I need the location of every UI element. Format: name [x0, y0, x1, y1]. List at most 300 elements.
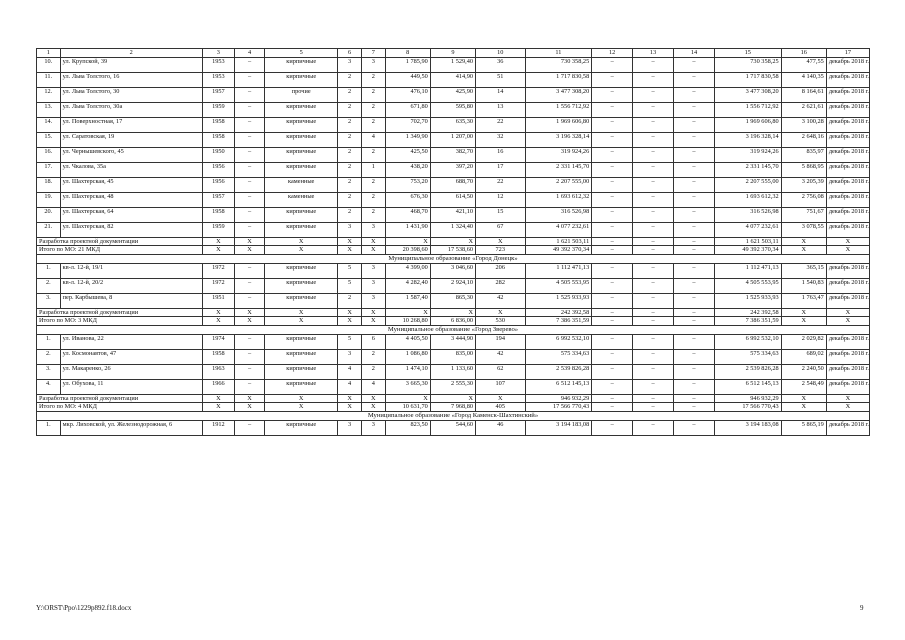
table-cell: 2 — [361, 349, 385, 364]
table-cell: 476,10 — [385, 87, 430, 102]
table-cell: 22 — [476, 177, 526, 192]
table-cell: – — [674, 263, 715, 278]
table-cell: 1 207,00 — [430, 132, 475, 147]
table-cell: 42 — [476, 349, 526, 364]
table-cell: 2 — [338, 293, 362, 308]
table-cell: 1 525 933,93 — [525, 293, 592, 308]
table-cell: 6 992 532,10 — [525, 334, 592, 349]
table-cell: 477,55 — [781, 57, 826, 72]
table-cell: – — [674, 132, 715, 147]
table-cell: – — [674, 308, 715, 317]
table-cell: 18. — [37, 177, 61, 192]
table-cell: – — [592, 420, 633, 435]
table-cell: 206 — [476, 263, 526, 278]
table-cell: X — [361, 403, 385, 412]
column-number-cell: 17 — [826, 49, 869, 58]
table-cell: 3 — [361, 263, 385, 278]
table-cell: – — [633, 132, 674, 147]
table-cell: – — [674, 293, 715, 308]
table-cell: 4 405,50 — [385, 334, 430, 349]
table-cell: ул. Шахтерская, 82 — [60, 222, 202, 237]
table-cell: – — [592, 237, 633, 246]
municipality-title: Муниципальное образование «Город Каменск-Шахтинский» — [37, 411, 870, 420]
table-cell: декабрь 2018 г. — [826, 364, 869, 379]
table-cell: 1 349,90 — [385, 132, 430, 147]
table-cell: 614,50 — [430, 192, 475, 207]
building-row — [37, 364, 870, 379]
table-cell: 3 — [361, 278, 385, 293]
table-cell: 4 — [338, 364, 362, 379]
table-cell: прочие — [265, 87, 338, 102]
table-cell: кирпичные — [265, 207, 338, 222]
table-cell: 2 555,30 — [430, 379, 475, 394]
table-cell: 2 331 145,70 — [714, 162, 781, 177]
table-cell: декабрь 2018 г. — [826, 117, 869, 132]
column-number-cell: 1 — [37, 49, 61, 58]
table-cell: 946 932,29 — [525, 394, 592, 403]
table-cell: 2 539 826,28 — [525, 364, 592, 379]
table-cell: – — [633, 394, 674, 403]
table-cell: ул. Обухова, 11 — [60, 379, 202, 394]
table-cell: ул. Льва Толстого, 16 — [60, 72, 202, 87]
table-cell: X — [202, 394, 234, 403]
table-cell: 1 540,83 — [781, 278, 826, 293]
table-cell: 3 196 328,14 — [714, 132, 781, 147]
table-cell: – — [633, 207, 674, 222]
building-row — [37, 207, 870, 222]
table-cell: ул. Льва Толстого, 30а — [60, 102, 202, 117]
table-cell: – — [633, 177, 674, 192]
table-cell: декабрь 2018 г. — [826, 147, 869, 162]
column-number-cell: 12 — [592, 49, 633, 58]
table-cell: 7 968,80 — [430, 403, 475, 412]
table-cell: 1958 — [202, 117, 234, 132]
table-cell: 4 — [361, 132, 385, 147]
summary-row — [37, 403, 870, 412]
table-cell: 2 621,61 — [781, 102, 826, 117]
building-row — [37, 420, 870, 435]
table-cell: 4 505 553,95 — [714, 278, 781, 293]
table-cell: 1963 — [202, 364, 234, 379]
table-cell: – — [674, 87, 715, 102]
table-cell: 1 969 606,80 — [714, 117, 781, 132]
column-number-cell: 3 — [202, 49, 234, 58]
table-cell: декабрь 2018 г. — [826, 57, 869, 72]
building-row — [37, 278, 870, 293]
table-cell: 49 392 370,34 — [714, 246, 781, 255]
table-cell: 730 358,25 — [714, 57, 781, 72]
column-number-cell: 9 — [430, 49, 475, 58]
building-row — [37, 72, 870, 87]
table-cell: X — [781, 237, 826, 246]
table-cell: 1 112 471,13 — [525, 263, 592, 278]
table-cell: – — [674, 162, 715, 177]
table-cell: 3 194 183,08 — [714, 420, 781, 435]
table-cell: 2 — [338, 117, 362, 132]
table-cell: ул. Крупской, 39 — [60, 57, 202, 72]
table-cell: 6 992 532,10 — [714, 334, 781, 349]
table-cell: ул. Космонавтов, 47 — [60, 349, 202, 364]
table-cell: 1 621 503,11 — [714, 237, 781, 246]
table-cell: 5 — [338, 263, 362, 278]
table-cell: 17 538,60 — [430, 246, 475, 255]
table-cell: – — [674, 117, 715, 132]
table-cell: 3. — [37, 293, 61, 308]
building-row — [37, 117, 870, 132]
table-cell: 6 512 145,13 — [714, 379, 781, 394]
table-cell: – — [633, 222, 674, 237]
table-cell: 15. — [37, 132, 61, 147]
table-cell: 49 392 370,34 — [525, 246, 592, 255]
table-cell: декабрь 2018 г. — [826, 263, 869, 278]
table-cell: 2 240,50 — [781, 364, 826, 379]
table-cell: 468,70 — [385, 207, 430, 222]
table-cell: – — [235, 72, 265, 87]
table-cell: 10 631,70 — [385, 403, 430, 412]
table-cell: 4 282,40 — [385, 278, 430, 293]
table-cell: – — [633, 278, 674, 293]
table-cell: 1 969 606,80 — [525, 117, 592, 132]
table-cell: 2 — [338, 162, 362, 177]
table-cell: 1 556 712,92 — [525, 102, 592, 117]
table-cell: 51 — [476, 72, 526, 87]
table-cell: – — [592, 72, 633, 87]
table-cell: – — [592, 57, 633, 72]
table-cell: X — [361, 394, 385, 403]
table-cell: 3 — [361, 293, 385, 308]
table-cell: X — [202, 317, 234, 326]
table-cell: 3 — [338, 222, 362, 237]
table-cell: кирпичные — [265, 420, 338, 435]
column-number-cell: 15 — [714, 49, 781, 58]
table-cell: 1966 — [202, 379, 234, 394]
table-cell: 20. — [37, 207, 61, 222]
table-cell: 1 556 712,92 — [714, 102, 781, 117]
table-cell: кирпичные — [265, 379, 338, 394]
table-cell: 3 — [338, 57, 362, 72]
table-cell: – — [633, 117, 674, 132]
table-cell: каменные — [265, 177, 338, 192]
table-cell: 1 086,80 — [385, 349, 430, 364]
table-cell: каменные — [265, 192, 338, 207]
table-cell: 1 717 830,58 — [525, 72, 592, 87]
table-cell: декабрь 2018 г. — [826, 87, 869, 102]
table-cell: 32 — [476, 132, 526, 147]
table-cell: – — [674, 403, 715, 412]
building-row — [37, 379, 870, 394]
table-cell: 1 621 503,11 — [525, 237, 592, 246]
table-cell: 3 078,55 — [781, 222, 826, 237]
table-cell: декабрь 2018 г. — [826, 192, 869, 207]
table-cell: 2 — [338, 87, 362, 102]
table-cell: 2 — [361, 207, 385, 222]
table-cell: – — [674, 394, 715, 403]
table-cell: декабрь 2018 г. — [826, 293, 869, 308]
table-cell: кирпичные — [265, 72, 338, 87]
table-cell: 2. — [37, 349, 61, 364]
table-cell: 1956 — [202, 162, 234, 177]
table-cell: 1951 — [202, 293, 234, 308]
table-cell: – — [674, 317, 715, 326]
table-cell: ул. Чернышевского, 45 — [60, 147, 202, 162]
table-cell: 544,60 — [430, 420, 475, 435]
table-cell: X — [338, 237, 362, 246]
table-cell: 3 — [361, 222, 385, 237]
table-cell: – — [235, 420, 265, 435]
table-cell: – — [592, 222, 633, 237]
table-cell: 1 525 933,93 — [714, 293, 781, 308]
table-cell: 671,80 — [385, 102, 430, 117]
table-cell: 1 693 612,32 — [525, 192, 592, 207]
summary-row — [37, 237, 870, 246]
building-row — [37, 192, 870, 207]
table-cell: кирпичные — [265, 263, 338, 278]
table-cell: 242 392,58 — [714, 308, 781, 317]
table-cell: декабрь 2018 г. — [826, 132, 869, 147]
municipality-header-row — [37, 254, 870, 263]
table-cell: ул. Шахтерская, 48 — [60, 192, 202, 207]
table-cell: 2 — [361, 117, 385, 132]
table-cell: – — [633, 72, 674, 87]
column-number-cell: 11 — [525, 49, 592, 58]
table-cell: 382,70 — [430, 147, 475, 162]
table-cell: X — [235, 237, 265, 246]
table-cell: 414,90 — [430, 72, 475, 87]
table-cell: 1972 — [202, 263, 234, 278]
table-cell: 2 548,49 — [781, 379, 826, 394]
table-cell: X — [235, 246, 265, 255]
table-cell: X — [826, 237, 869, 246]
table-cell: кирпичные — [265, 334, 338, 349]
table-cell: 3 — [338, 420, 362, 435]
table-cell: 2 — [361, 72, 385, 87]
table-cell: – — [592, 246, 633, 255]
table-cell: 46 — [476, 420, 526, 435]
table-cell: – — [633, 192, 674, 207]
table-cell: 751,67 — [781, 207, 826, 222]
table-cell: – — [674, 57, 715, 72]
table-cell: 19. — [37, 192, 61, 207]
summary-label: Разработка проектной документации — [37, 237, 203, 246]
column-number-cell: 16 — [781, 49, 826, 58]
table-cell: X — [781, 246, 826, 255]
table-cell: 2 648,16 — [781, 132, 826, 147]
table-cell: 22 — [476, 117, 526, 132]
table-cell: кирпичные — [265, 57, 338, 72]
table-cell: кирпичные — [265, 102, 338, 117]
table-cell: 702,70 — [385, 117, 430, 132]
table-cell: X — [781, 394, 826, 403]
table-cell: – — [235, 364, 265, 379]
table-cell: 365,15 — [781, 263, 826, 278]
column-number-cell: 14 — [674, 49, 715, 58]
table-cell: 2 207 555,00 — [714, 177, 781, 192]
municipality-title: Муниципальное образование «Город Зверево» — [37, 325, 870, 334]
table-cell: – — [633, 102, 674, 117]
column-number-cell: 2 — [60, 49, 202, 58]
table-cell: X — [826, 317, 869, 326]
table-cell: декабрь 2018 г. — [826, 162, 869, 177]
table-cell: 242 392,58 — [525, 308, 592, 317]
summary-label: Разработка проектной документации — [37, 394, 203, 403]
table-cell: – — [592, 403, 633, 412]
table-cell: 3 477 308,20 — [525, 87, 592, 102]
table-cell: 1 763,47 — [781, 293, 826, 308]
table-cell: 1959 — [202, 102, 234, 117]
table-cell: – — [674, 237, 715, 246]
table-cell: 4 077 232,61 — [714, 222, 781, 237]
table-cell: – — [674, 192, 715, 207]
table-cell: 3 100,28 — [781, 117, 826, 132]
table-cell: кирпичные — [265, 349, 338, 364]
table-cell: кв-л. 12-й, 20/2 — [60, 278, 202, 293]
table-cell: кирпичные — [265, 222, 338, 237]
table-cell: – — [235, 132, 265, 147]
table-cell: 575 334,63 — [714, 349, 781, 364]
table-cell: декабрь 2018 г. — [826, 420, 869, 435]
table-cell: 425,50 — [385, 147, 430, 162]
table-cell: 689,02 — [781, 349, 826, 364]
table-cell: 1 133,60 — [430, 364, 475, 379]
table-cell: 835,00 — [430, 349, 475, 364]
table-cell: 1 112 471,13 — [714, 263, 781, 278]
table-cell: кирпичные — [265, 147, 338, 162]
table-cell: – — [235, 349, 265, 364]
table-cell: 1 785,90 — [385, 57, 430, 72]
table-cell: 4. — [37, 379, 61, 394]
table-cell: – — [235, 334, 265, 349]
page-number: 9 — [860, 604, 864, 612]
table-cell: X — [361, 237, 385, 246]
table-cell: 2 756,08 — [781, 192, 826, 207]
building-row — [37, 57, 870, 72]
table-cell: – — [633, 57, 674, 72]
table-cell: – — [592, 293, 633, 308]
municipality-header-row — [37, 411, 870, 420]
table-cell: 1 587,40 — [385, 293, 430, 308]
table-cell: 67 — [476, 222, 526, 237]
table-cell: – — [592, 147, 633, 162]
table-cell: 723 — [476, 246, 526, 255]
table-cell: 823,50 — [385, 420, 430, 435]
summary-label: Разработка проектной документации — [37, 308, 203, 317]
table-cell: – — [633, 237, 674, 246]
column-number-cell: 6 — [338, 49, 362, 58]
table-cell: 1912 — [202, 420, 234, 435]
table-cell: 17 566 770,43 — [714, 403, 781, 412]
table-cell: 676,30 — [385, 192, 430, 207]
table-cell: – — [674, 147, 715, 162]
table-cell: – — [633, 87, 674, 102]
table-cell: 1974 — [202, 334, 234, 349]
building-row — [37, 334, 870, 349]
table-cell: 3 194 183,08 — [525, 420, 592, 435]
table-cell: 595,80 — [430, 102, 475, 117]
table-cell: декабрь 2018 г. — [826, 349, 869, 364]
building-row — [37, 132, 870, 147]
table-cell: X — [265, 394, 338, 403]
table-cell: декабрь 2018 г. — [826, 207, 869, 222]
table-cell: кирпичные — [265, 293, 338, 308]
table-cell: 6 — [361, 334, 385, 349]
table-cell: 4 — [338, 379, 362, 394]
table-cell: 11. — [37, 72, 61, 87]
table-cell: 3 — [361, 420, 385, 435]
table-cell: – — [592, 317, 633, 326]
table-cell: X — [235, 317, 265, 326]
table-cell: 4 077 232,61 — [525, 222, 592, 237]
table-cell: 16 — [476, 147, 526, 162]
table-cell: – — [592, 349, 633, 364]
table-cell: – — [674, 207, 715, 222]
table-cell: декабрь 2018 г. — [826, 222, 869, 237]
table-cell: кирпичные — [265, 364, 338, 379]
table-cell: 2 — [338, 192, 362, 207]
municipality-title: Муниципальное образование «Город Донецк» — [37, 254, 870, 263]
table-cell: X — [338, 308, 362, 317]
table-cell: 575 334,63 — [525, 349, 592, 364]
table-cell: 1957 — [202, 192, 234, 207]
table-cell: ул. Чкалова, 35а — [60, 162, 202, 177]
table-cell: 2 — [361, 147, 385, 162]
table-cell: – — [235, 162, 265, 177]
column-number-row — [37, 49, 870, 58]
table-cell: X — [430, 237, 475, 246]
table-cell: декабрь 2018 г. — [826, 334, 869, 349]
table-cell: 16. — [37, 147, 61, 162]
table-cell: 3 — [338, 349, 362, 364]
table-cell: 36 — [476, 57, 526, 72]
table-cell: – — [235, 192, 265, 207]
table-cell: 194 — [476, 334, 526, 349]
table-cell: – — [592, 162, 633, 177]
table-cell: X — [826, 246, 869, 255]
table-cell: ул. Льва Толстого, 30 — [60, 87, 202, 102]
building-row — [37, 162, 870, 177]
summary-row — [37, 317, 870, 326]
table-cell: – — [235, 102, 265, 117]
table-cell: декабрь 2018 г. — [826, 72, 869, 87]
table-cell: – — [674, 379, 715, 394]
table-cell: X — [430, 394, 475, 403]
column-number-cell: 5 — [265, 49, 338, 58]
building-row — [37, 222, 870, 237]
table-cell: 1958 — [202, 349, 234, 364]
table-cell: X — [385, 308, 430, 317]
table-cell: X — [476, 394, 526, 403]
capital-repair-table — [36, 48, 870, 436]
table-cell: – — [633, 308, 674, 317]
table-cell: 1972 — [202, 278, 234, 293]
table-cell: – — [674, 177, 715, 192]
table-cell: 2 — [338, 72, 362, 87]
table-cell: X — [202, 246, 234, 255]
table-cell: X — [476, 237, 526, 246]
table-cell: – — [633, 420, 674, 435]
table-cell: – — [674, 102, 715, 117]
table-cell: 1 693 612,32 — [714, 192, 781, 207]
summary-row — [37, 394, 870, 403]
table-cell: 3 — [361, 57, 385, 72]
table-cell: 2 — [361, 102, 385, 117]
table-cell: 2 — [338, 132, 362, 147]
building-row — [37, 147, 870, 162]
building-row — [37, 349, 870, 364]
table-cell: 397,20 — [430, 162, 475, 177]
table-cell: 319 924,26 — [714, 147, 781, 162]
table-cell: 5 865,19 — [781, 420, 826, 435]
building-row — [37, 177, 870, 192]
